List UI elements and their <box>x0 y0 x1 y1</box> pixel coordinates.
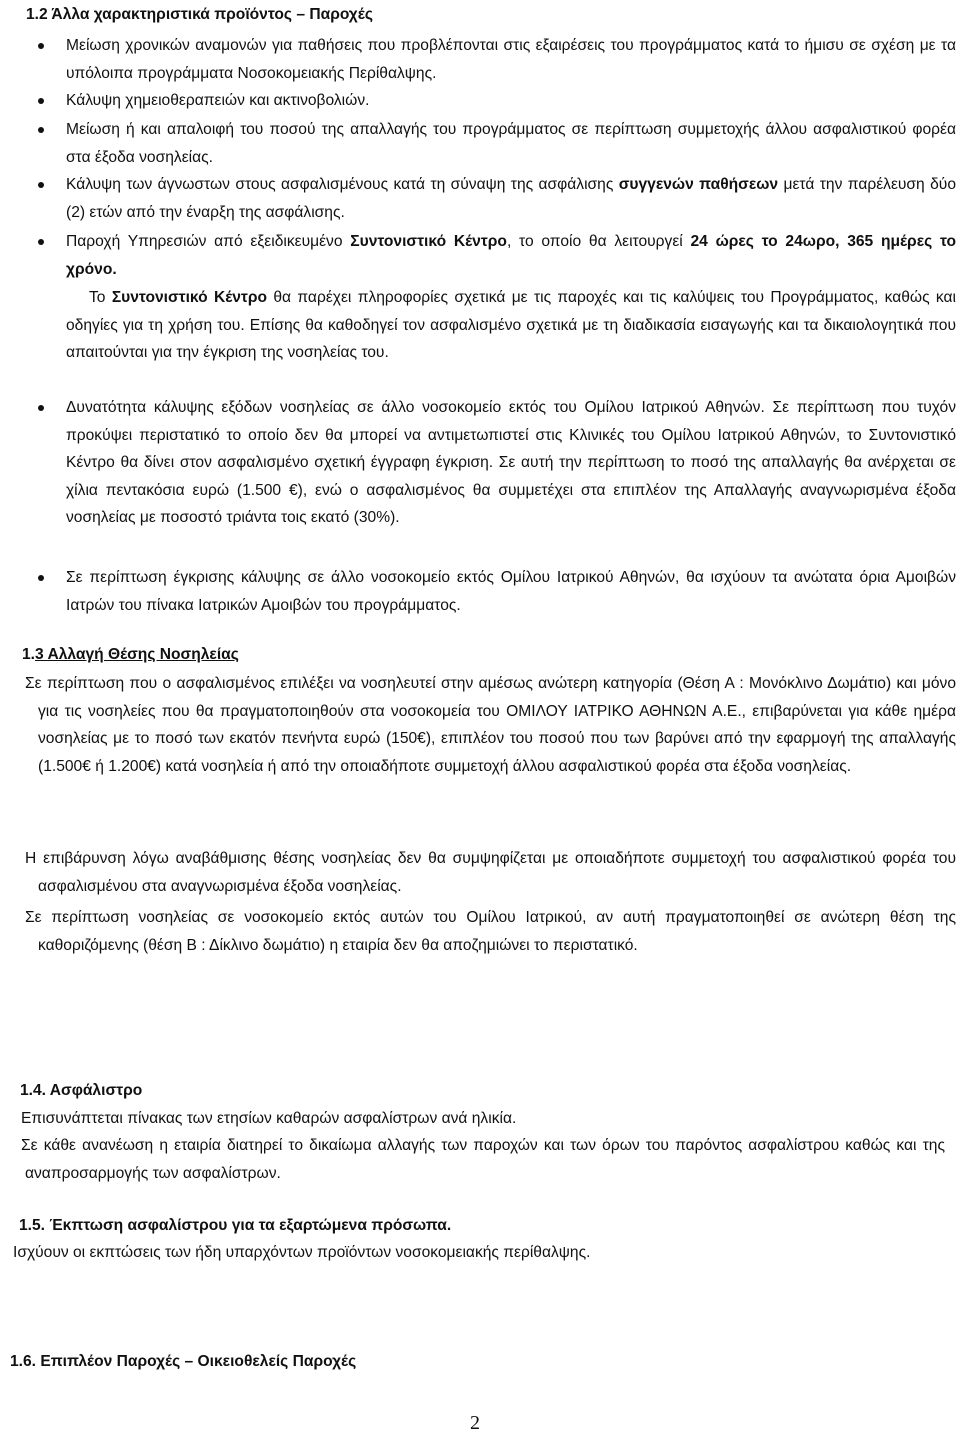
section-1-2-bullet-5 <box>66 228 956 283</box>
bold-text-run: Συντονιστικό Κέντρο <box>111 289 268 306</box>
section-1-3-paragraph-3: Σε περίπτωση νοσηλείας σε νοσοκομείο εκτός αυτών του Ομίλου Ιατρικού, αν αυτή πραγματοποιηθεί σε ανώτερη θέση της καθοριζόμενης (θέση Β : Δίκλινο δωμάτιο) η εταιρία δεν θα αποζημιώνει το περιστατικό. <box>25 909 956 954</box>
section-1-6-title: 1.6. Επιπλέον Παροχές – Οικειοθελείς Παροχές <box>10 1353 357 1370</box>
section-1-5-line: Ισχύουν οι εκπτώσεις των ήδη υπαρχόντων προϊόντων νοσοκομειακής περίθαλψης. <box>13 1244 591 1261</box>
bold-text-run: συγγενών παθήσεων <box>618 176 779 193</box>
section-1-4-line-2: Σε κάθε ανανέωση η εταιρία διατηρεί το δικαίωμα αλλαγής των παροχών και των όρων του παρόντος ασφαλίστρου καθώς και της αναπροσαρμογής των ασφαλίστρων. <box>21 1137 945 1182</box>
section-1-2-bullet-3 <box>66 116 956 171</box>
section-1-4-line-1: Επισυνάπτεται πίνακας των ετησίων καθαρών ασφαλίστρων ανά ηλικία. <box>21 1110 517 1127</box>
page-number: 2 <box>470 1412 480 1434</box>
section-1-2-bullet-6 <box>66 394 956 532</box>
section-1-5-title: 1.5. Έκπτωση ασφαλίστρου για τα εξαρτώμενα πρόσωπα. <box>19 1217 452 1234</box>
section-1-2-bullet-7 <box>66 564 956 619</box>
bold-text-run: Συντονιστικό Κέντρο <box>350 233 507 250</box>
text-run: μετά την παρέλευση δύο (2) ετών από την έναρξη της ασφάλισης. <box>66 176 956 221</box>
bullet-dot <box>38 182 44 188</box>
bullet-dot <box>38 43 44 49</box>
section-1-3-title-number: 1. <box>22 646 36 663</box>
text-run: Το <box>89 289 112 306</box>
section-1-2-bullet-2 <box>66 87 956 115</box>
section-1-3-title <box>22 641 239 669</box>
section-1-2-bullet-4 <box>66 171 956 226</box>
bullet-dot <box>38 575 44 581</box>
section-1-3-title-text: 3 Αλλαγή Θέσης Νοσηλείας <box>35 646 239 663</box>
bullet-dot <box>38 239 44 245</box>
text-run: Δυνατότητα κάλυψης εξόδων νοσηλείας σε άλλο νοσοκομείο εκτός του Ομίλου Ιατρικού Αθηνών. Σε περίπτωση που τυχόν προκύψει περιστατικό το οποίο δεν θα μπορεί να αντιμετωπιστεί στις Κλινικές του Ομίλου Ιατρικού Αθηνών, το Συντονιστικό Κέντρο θα δίνει στον ασφαλισμένο σχετική έγγραφη έγκριση. Σε αυτή την περίπτωση το ποσό της απαλλαγής θα ανέρχεται σε χίλια πεντακόσια ευρώ (1.500 €), ενώ ο ασφαλισμένος θα συμμετέχει στα επιπλέον της Απαλλαγής αναγνωρισμένα έξοδα νοσηλείας με ποσοστό τριάντα τοις εκατό (30%). <box>66 399 956 527</box>
section-1-2-bullet-1 <box>66 32 956 87</box>
section-1-4-title: 1.4. Ασφάλιστρο <box>20 1082 143 1099</box>
text-run: Μείωση χρονικών αναμονών για παθήσεις που προβλέπονται στις εξαιρέσεις του προγράμματος κατά το ήμισυ σε σχέση με τα υπόλοιπα προγράμματα Νοσοκομειακής Περίθαλψης. <box>66 37 956 82</box>
text-run: Παροχή Υπηρεσιών από εξειδικευμένο <box>66 233 351 250</box>
bullet-dot <box>38 127 44 133</box>
bold-text-run: 24 ώρες το 24ωρο, 365 ημέρες το χρόνο. <box>66 233 956 278</box>
section-1-2-title: 1.2 Άλλα χαρακτηριστικά προϊόντος – Παροχές <box>26 6 373 23</box>
text-run: θα παρέχει πληροφορίες σχετικά με τις παροχές και τις καλύψεις του Προγράμματος, καθώς και οδηγίες για τη χρήση του. Επίσης θα καθοδηγεί τον ασφαλισμένο σχετικά με τη διαδικασία εισαγωγής και τα δικαιολογητικά που απαιτούνται για την έγκριση της νοσηλείας του. <box>66 289 956 362</box>
section-1-3-paragraph-1: Σε περίπτωση που ο ασφαλισμένος επιλέξει να νοσηλευτεί στην αμέσως ανώτερη κατηγορία (Θέση Α : Μονόκλινο Δωμάτιο) και μόνο για τις νοσηλείες που θα πραγματοποιηθούν στα νοσοκομεία του ΟΜΙΛΟΥ ΙΑΤΡΙΚΟ ΑΘΗΝΩΝ Α.Ε., επιβαρύνεται για κάθε ημέρα νοσηλείας με το ποσό των εκατόν πενήντα ευρώ (150€), επιπλέον του ποσού που των βαρύνει από την εφαρμογή της απαλλαγής (1.500€ ή 1.200€) κατά νοσηλεία ή από την οποιαδήποτε συμμετοχή άλλου ασφαλιστικού φορέα στα έξοδα νοσηλείας. <box>25 675 956 775</box>
section-1-3-paragraph-2: Η επιβάρυνση λόγω αναβάθμισης θέσης νοσηλείας δεν θα συμψηφίζεται με οποιαδήποτε συμμετοχή του ασφαλιστικού φορέα του ασφαλισμένου στα αναγνωρισμένα έξοδα νοσηλείας. <box>25 850 956 895</box>
text-run: , το οποίο θα λειτουργεί <box>506 233 691 250</box>
bullet-dot <box>38 405 44 411</box>
text-run: Κάλυψη χημειοθεραπειών και ακτινοβολιών. <box>66 92 370 109</box>
text-run: Κάλυψη των άγνωστων στους ασφαλισμένους κατά τη σύναψη της ασφάλισης <box>66 176 619 193</box>
text-run: Σε περίπτωση έγκρισης κάλυψης σε άλλο νοσοκομείο εκτός Ομίλου Ιατρικού Αθηνών, θα ισχύουν τα ανώτατα όρια Αμοιβών Ιατρών του πίνακα Ιατρικών Αμοιβών του προγράμματος. <box>66 569 956 614</box>
bullet-dot <box>38 98 44 104</box>
coordination-center-paragraph <box>66 284 956 367</box>
text-run: Μείωση ή και απαλοιφή του ποσού της απαλλαγής του προγράμματος σε περίπτωση συμμετοχής άλλου ασφαλιστικού φορέα στα έξοδα νοσηλείας. <box>66 121 956 166</box>
